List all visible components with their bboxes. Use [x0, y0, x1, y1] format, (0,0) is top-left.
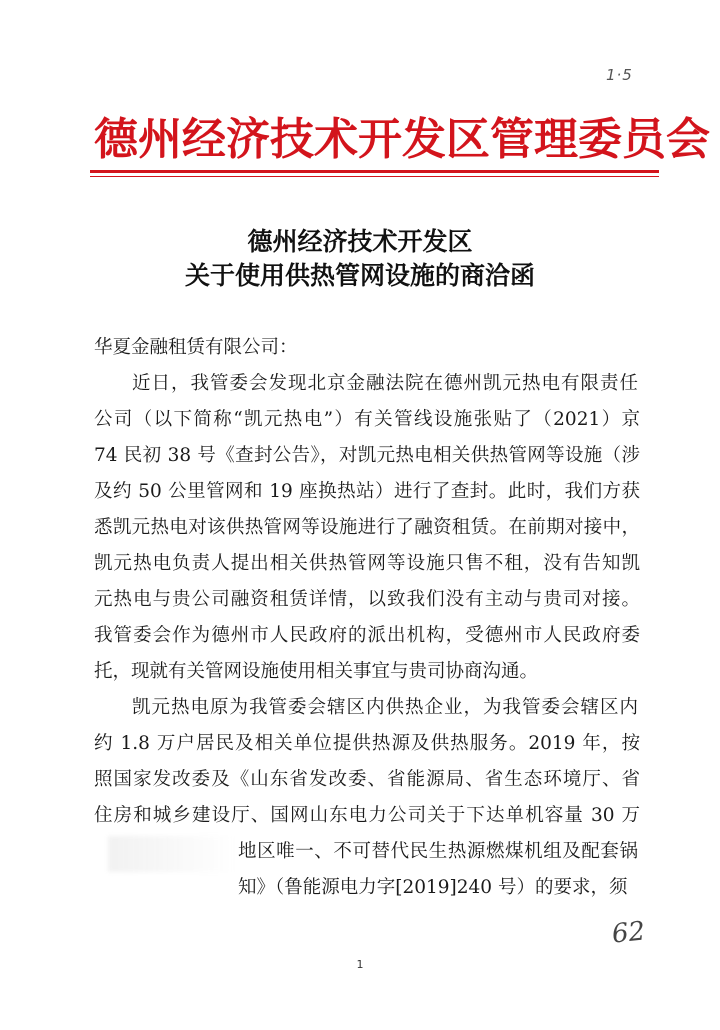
- body-line-9: 托，现就有关管网设施使用相关事宜与贵司协商沟通。: [94, 661, 539, 682]
- body-line-13: 住房和城乡建设厅、国网山东电力公司关于下达单机容量 30 万: [94, 805, 640, 826]
- body-line-2: 公司（以下简称“凯元热电”）有关管线设施张贴了（2021）京: [94, 409, 640, 430]
- salutation: 华夏金融租赁有限公司：: [94, 337, 298, 358]
- body-line-1: 近日，我管委会发现北京金融法院在德州凯元热电有限责任: [132, 373, 638, 394]
- handwritten-annotation-top: 1·5: [606, 66, 633, 84]
- body-line-7: 元热电与贵公司融资租赁详情，以致我们没有主动与贵司对接。: [94, 589, 640, 610]
- letterhead-rule: [90, 170, 659, 173]
- handwritten-annotation-bottom: 62: [610, 916, 647, 950]
- scan-smudge: [108, 836, 236, 872]
- document-title-line-2: 关于使用供热管网设施的商洽函: [184, 261, 535, 290]
- body-line-10: 凯元热电原为我管委会辖区内供热企业，为我管委会辖区内: [132, 697, 638, 718]
- body-line-8: 我管委会作为德州市人民政府的派出机构，受德州市人民政府委: [94, 625, 640, 646]
- body-line-5: 悉凯元热电对该供热管网等设施进行了融资租赁。在前期对接中，: [94, 517, 640, 538]
- document-title-line-1: 德州经济技术开发区: [247, 227, 473, 256]
- body-line-14: 地区唯一、不可替代民生热源燃煤机组及配套锅: [238, 841, 638, 862]
- body-line-3: 74 民初 38 号《查封公告》，对凯元热电相关供热管网等设施（涉: [94, 445, 640, 466]
- body-line-11: 约 1.8 万户居民及相关单位提供热源及供热服务。2019 年，按: [94, 733, 640, 754]
- letterhead-rule-thin: [90, 176, 659, 177]
- body-line-15: 知》（鲁能源电力字[2019]240 号）的要求，须: [238, 877, 628, 898]
- body-line-4: 及约 50 公里管网和 19 座换热站）进行了查封。此时，我们方获: [94, 481, 640, 502]
- body-line-6: 凯元热电负责人提出相关供热管网等设施只售不租，没有告知凯: [94, 553, 640, 574]
- organization-letterhead: 德州经济技术开发区管理委员会: [94, 114, 710, 165]
- page-number: 1: [356, 958, 364, 971]
- body-line-12: 照国家发改委及《山东省发改委、省能源局、省生态环境厅、省: [94, 769, 640, 790]
